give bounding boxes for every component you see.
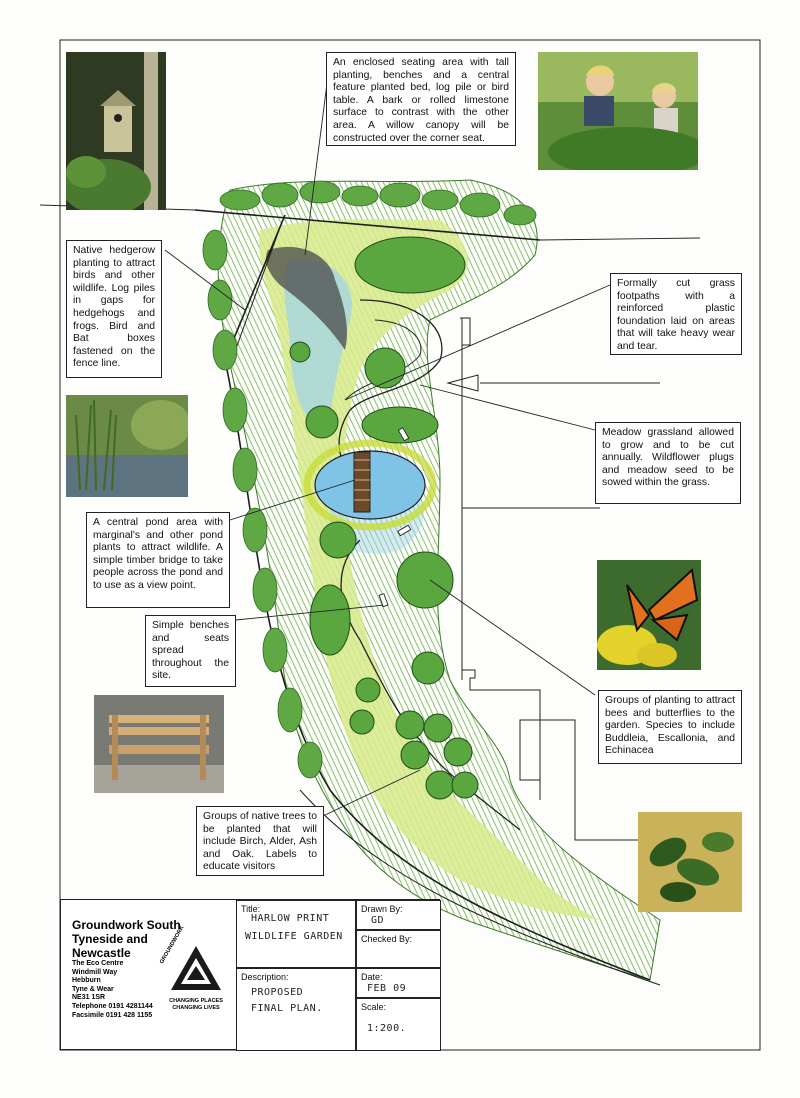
- logo-wordmark: GROUNDWORK: [159, 925, 186, 965]
- title-label: Title:: [241, 904, 261, 914]
- drawn-by-value: GD: [371, 915, 385, 926]
- organisation-address: The Eco Centre Windmill Way Hebburn Tyne & Wear NE31 1SR Telephone 0191 4281144 Facsimile 0191 428 1155: [72, 960, 153, 1019]
- callout-simple-benches: Simple benches and seats spread throughout the site.: [145, 615, 236, 687]
- description-cell: [236, 968, 356, 1051]
- date-value: FEB 09: [367, 983, 407, 994]
- logo-tagline-2: CHANGING LIVES: [172, 1005, 220, 1011]
- timber-bridge: [354, 452, 370, 512]
- scale-cell: [356, 998, 441, 1051]
- checked-by-label: Checked By:: [361, 934, 413, 944]
- photo-pond-reeds: [66, 395, 188, 497]
- photo-wooden-bench: [94, 695, 224, 793]
- drawn-by-cell: [356, 900, 441, 930]
- logo-tagline-1: CHANGING PLACES: [169, 998, 223, 1004]
- organisation-name: Groundwork South Tyneside and Newcastle: [72, 918, 181, 960]
- date-cell: [356, 968, 441, 998]
- callout-meadow-grassland: Meadow grassland allowed to grow and to be cut annually. Wildflower plugs and meadow seed to be sowed within the grass.: [595, 422, 741, 504]
- description-label: Description:: [241, 972, 289, 982]
- entrance-arrow: [448, 375, 478, 391]
- photo-monarch-butterfly: [597, 560, 701, 670]
- drawing-title-line-2: WILDLIFE GARDEN: [245, 931, 343, 942]
- description-line-2: FINAL PLAN.: [251, 1003, 323, 1014]
- checked-by-cell: [356, 930, 441, 968]
- title-cell: [236, 900, 356, 968]
- photo-tree-leaves: [638, 812, 742, 912]
- photo-bird-box: [66, 52, 166, 210]
- callout-native-trees: Groups of native trees to be planted that will include Birch, Alder, Ash and Oak. Labels to educate visitors: [196, 806, 324, 876]
- callout-native-hedgerow: Native hedgerow planting to attract birds and other wildlife. Log piles in gaps for hedgehogs and frogs. Bird and Bat boxes fastened on the fence line.: [66, 240, 162, 378]
- callout-bees-butterflies: Groups of planting to attract bees and butterflies to the garden. Species to include Buddleia, Escallonia, and Echinacea: [598, 690, 742, 764]
- description-line-1: PROPOSED: [251, 987, 304, 998]
- scale-value: 1:200.: [367, 1023, 407, 1034]
- drawn-by-label: Drawn By:: [361, 904, 403, 914]
- scale-label: Scale:: [361, 1002, 387, 1012]
- tree-canopy: [365, 348, 405, 388]
- title-block: [60, 899, 440, 1050]
- date-label: Date:: [361, 972, 383, 982]
- photo-children-planting: [538, 52, 698, 170]
- callout-seating-area: An enclosed seating area with tall planting, benches and a central feature planted bed, log pile or bird table. A bark or rolled limestone surface to contrast with the other area. A willow canopy will be constructed over the corner seat.: [326, 52, 516, 146]
- groundwork-logo: [159, 925, 231, 1020]
- callout-central-pond: A central pond area with marginal's and other pond plants to attract wildlife. A simple timber bridge to take people across the pond and to use as a view point.: [86, 512, 230, 608]
- drawing-title-line-1: HARLOW PRINT: [251, 913, 330, 924]
- callout-grass-footpaths: Formally cut grass footpaths with a reinforced plastic foundation laid on areas that will take heavy wear and tear.: [610, 273, 742, 355]
